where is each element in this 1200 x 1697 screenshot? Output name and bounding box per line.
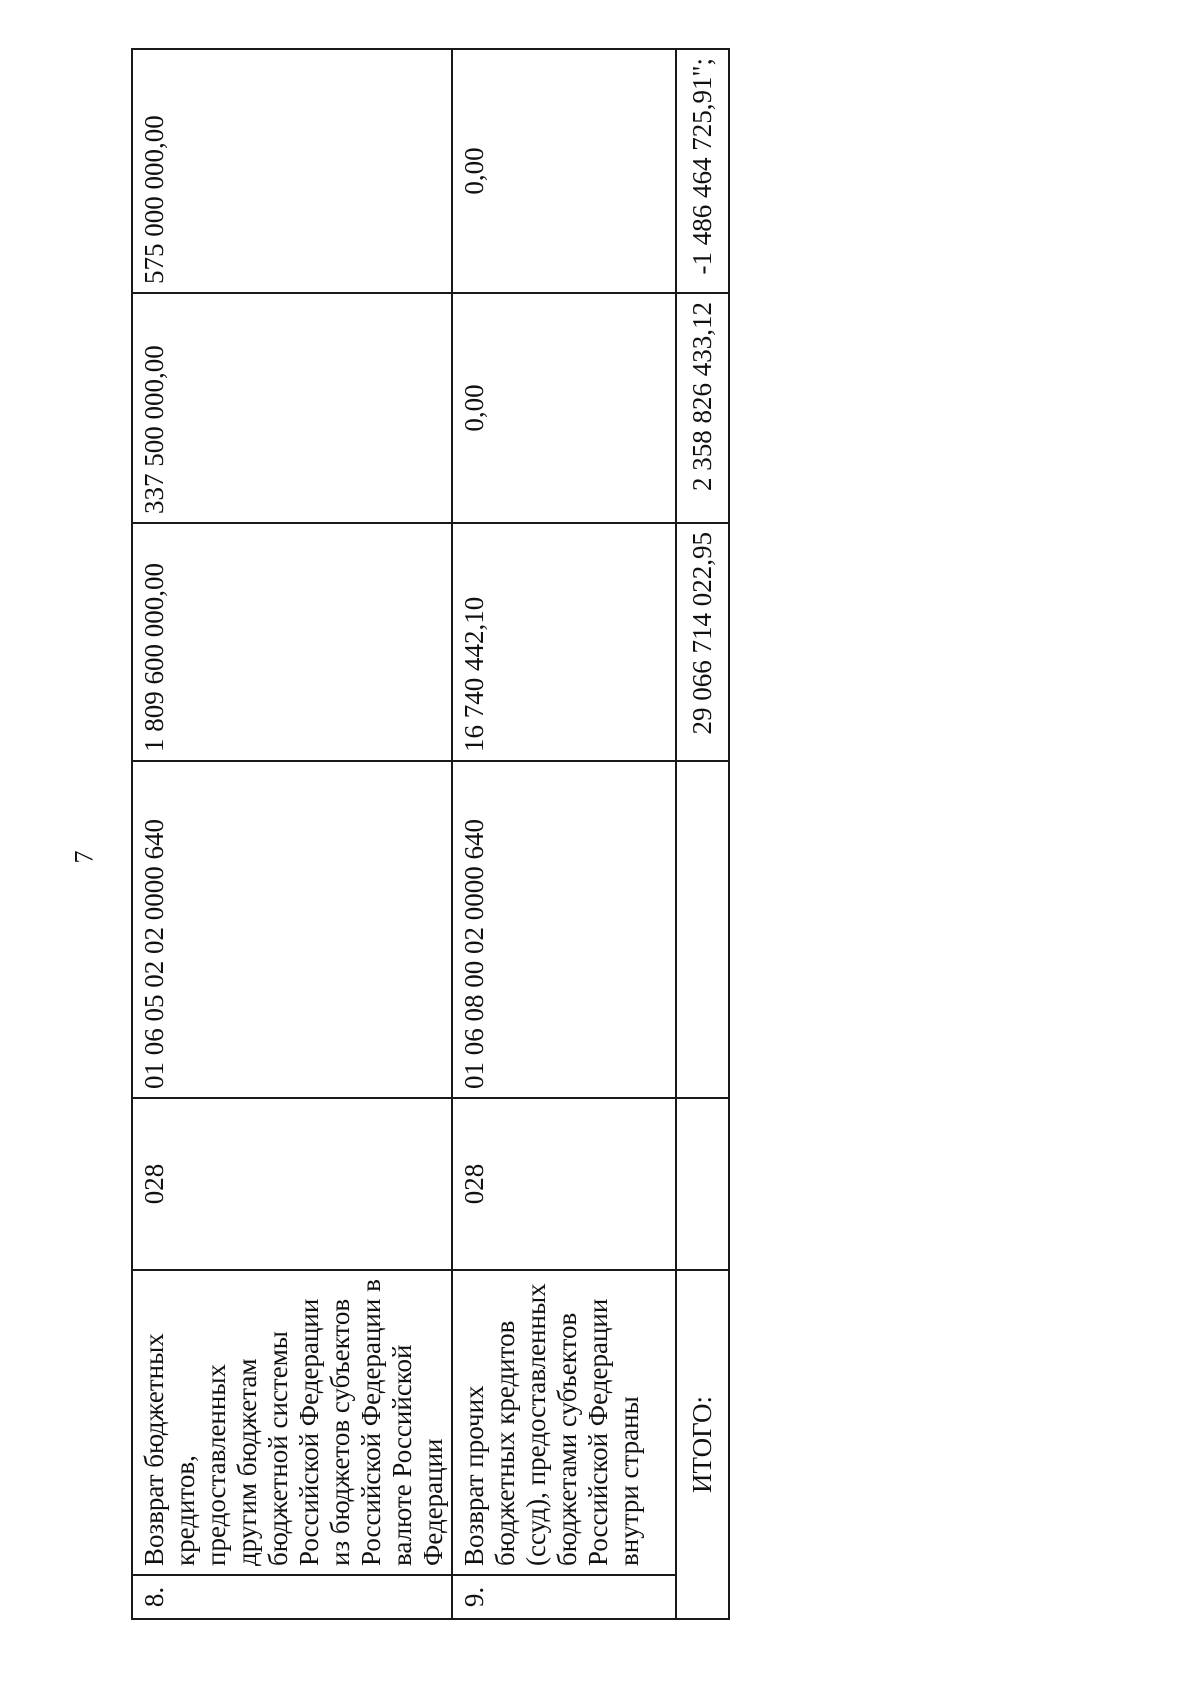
- row-number: 9.: [452, 1575, 676, 1619]
- budget-classification-code: 01 06 05 02 02 0000 640: [132, 761, 452, 1098]
- amount-year-3: 575 000 000,00: [132, 49, 452, 293]
- total-amount-year-1: 29 066 714 022,95: [676, 523, 729, 761]
- admin-code: 028: [132, 1098, 452, 1270]
- page-number: 7: [69, 850, 99, 864]
- table-row: [452, 49, 676, 1619]
- admin-code: 028: [452, 1098, 676, 1270]
- budget-classification-code: 01 06 08 00 02 0000 640: [452, 761, 676, 1098]
- total-row: [676, 49, 729, 1619]
- total-label: ИТОГО:: [676, 1270, 729, 1619]
- amount-year-1: 16 740 442,10: [452, 523, 676, 761]
- amount-year-2: 0,00: [452, 293, 676, 523]
- total-amount-year-3: -1 486 464 725,91";: [676, 49, 729, 293]
- budget-sources-table: [131, 48, 730, 1620]
- total-empty-admin: [676, 1098, 729, 1270]
- amount-year-2: 337 500 000,00: [132, 293, 452, 523]
- total-amount-year-2: 2 358 826 433,12: [676, 293, 729, 523]
- amount-year-3: 0,00: [452, 49, 676, 293]
- row-name-text: Возврат бюджетных кредитов, предоставленных другим бюджетам бюджетной системы Российской Федерации из бюджетов субъектов Российской Федерации в валюте Российской Федерации: [139, 1279, 448, 1566]
- budget-table-container: [131, 50, 727, 1620]
- amount-year-1: 1 809 600 000,00: [132, 523, 452, 761]
- row-name: [132, 1270, 452, 1575]
- total-empty-code: [676, 761, 729, 1098]
- row-name: [452, 1270, 676, 1575]
- row-name-text: Возврат прочих бюджетных кредитов (ссуд), предоставленных бюджетами субъектов Российской Федерации внутри страны: [459, 1283, 644, 1566]
- row-number: 8.: [132, 1575, 452, 1619]
- table-row: [132, 49, 452, 1619]
